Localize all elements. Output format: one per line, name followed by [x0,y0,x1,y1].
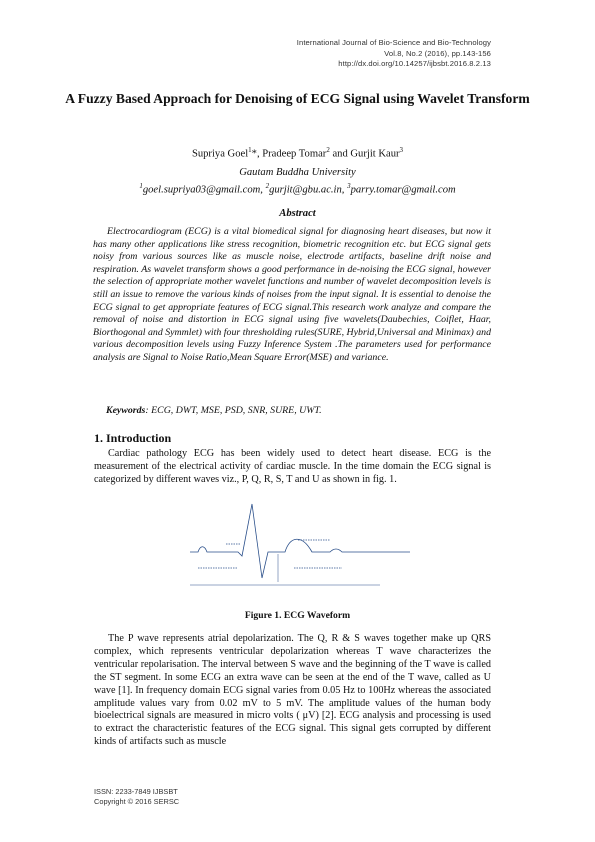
journal-volume: Vol.8, No.2 (2016), pp.143-156 [384,48,491,58]
abstract-text: Electrocardiogram (ECG) is a vital biomedical signal for diagnosing heart diseases, but now it has many other applications like stress recognition, biometric recognition etc. but ECG signal gets noisy from various sources like as muscle noise, electrode artifacts, baseline drift noise and respiration. As wavelet transform shows a good performance in de-noising the ECG signal, however the selection of appropriate mother wavelet functions and number of wavelet decomposition levels is still an issue to remove the various kinds of noises from the input signal. It is essential to denoise the ECG signal to get appropriate features of ECG signal.This research work analyze and compare the removal of noise and distortion in ECG signal using five wavelets(Daubechies, Coiflet, Haar, Biorthogonal and Symmlet) with four thresholding rules(SURE, Hybrid,Universal and Minimax) and various decomposition levels using Fuzzy Inference System .The parameters used for performance analysis are Signal to Noise Ratio,Mean Square Error(MSE) and variance. [93,226,491,363]
author-sup: 3 [399,146,404,154]
email-link[interactable]: goel.supriya03@gmail.com, [142,184,266,196]
keywords [106,405,322,416]
figure-caption: Figure 1. ECG Waveform [244,610,351,621]
abstract-body [93,226,491,365]
journal-header [297,38,491,70]
ecg-waveform-figure [190,496,410,592]
keywords-label: Keywords [106,405,146,416]
page-footer [94,787,179,807]
author-name: Supriya Goel [191,148,249,160]
corresponding-mark: *, [251,148,263,160]
email-sup: 3 [347,181,351,190]
author-sup: 2 [326,146,330,154]
ecg-trace [190,504,410,585]
paragraph-text: Cardiac pathology ECG has been widely used to detect heart disease. ECG is the measurement of the electrical activity of cardiac muscle. In the time domain the ECG signal is categorized by different waves viz., P, Q, R, S, T and U as shown in fig. 1. [94,448,491,485]
email-sup: 1 [139,181,143,190]
abstract-heading: Abstract [279,208,316,219]
issn: ISSN: 2233-7849 IJBSBT [94,787,178,796]
ecg-waveform-line [190,504,410,578]
author-sup: 1 [248,146,252,154]
journal-name: International Journal of Bio-Science and Bio-Technology [296,38,491,47]
author-name: Gurjit Kaur [350,148,400,160]
email-link[interactable]: gurjit@gbu.ac.in, [269,184,348,196]
section-heading: 1. Introduction [94,431,172,445]
affiliation [60,166,535,197]
email-link[interactable]: parry.tomar@gmail.com [350,184,456,196]
doi-link[interactable]: http://dx.doi.org/10.14257/ijbsbt.2016.8.2.13 [338,59,491,69]
author-line [60,146,535,160]
paper-title: A Fuzzy Based Approach for Denoising of ECG Signal using Wavelet Transform [65,91,530,106]
email-sup: 2 [265,181,270,190]
author-conjunction: and [329,148,351,160]
paragraph [94,633,491,749]
author-name: Pradeep Tomar [262,148,327,160]
keywords-text: : ECG, DWT, MSE, PSD, SNR, SURE, UWT. [145,405,322,416]
email-line [60,180,535,197]
paragraph-text: The P wave represents atrial depolarization. The Q, R & S waves together make up QRS complex, which represents ventricular depolarization whereas T wave characterizes the ventricular repolarisation. The interval between S wave and the beginning of the T wave is called the ST segment. In some ECG an extra wave can be seen at the end of the T wave, called as U wave [1]. In frequency domain ECG signal varies from 0.05 Hz to 100Hz whereas the associated amplitude values vary from 0.02 mV to 5 mV. The amplitude values of the human body bioelectrical signals are measured in micro volts ( μV) [2]. ECG analysis and processing is used to extract the characteristic features of the ECG signal. This signal gets corrupted by different kinds of artifacts such as muscle [94,633,491,748]
paragraph [94,448,491,487]
institution: Gautam Buddha University [239,167,356,178]
copyright: Copyright © 2016 SERSC [94,797,180,806]
